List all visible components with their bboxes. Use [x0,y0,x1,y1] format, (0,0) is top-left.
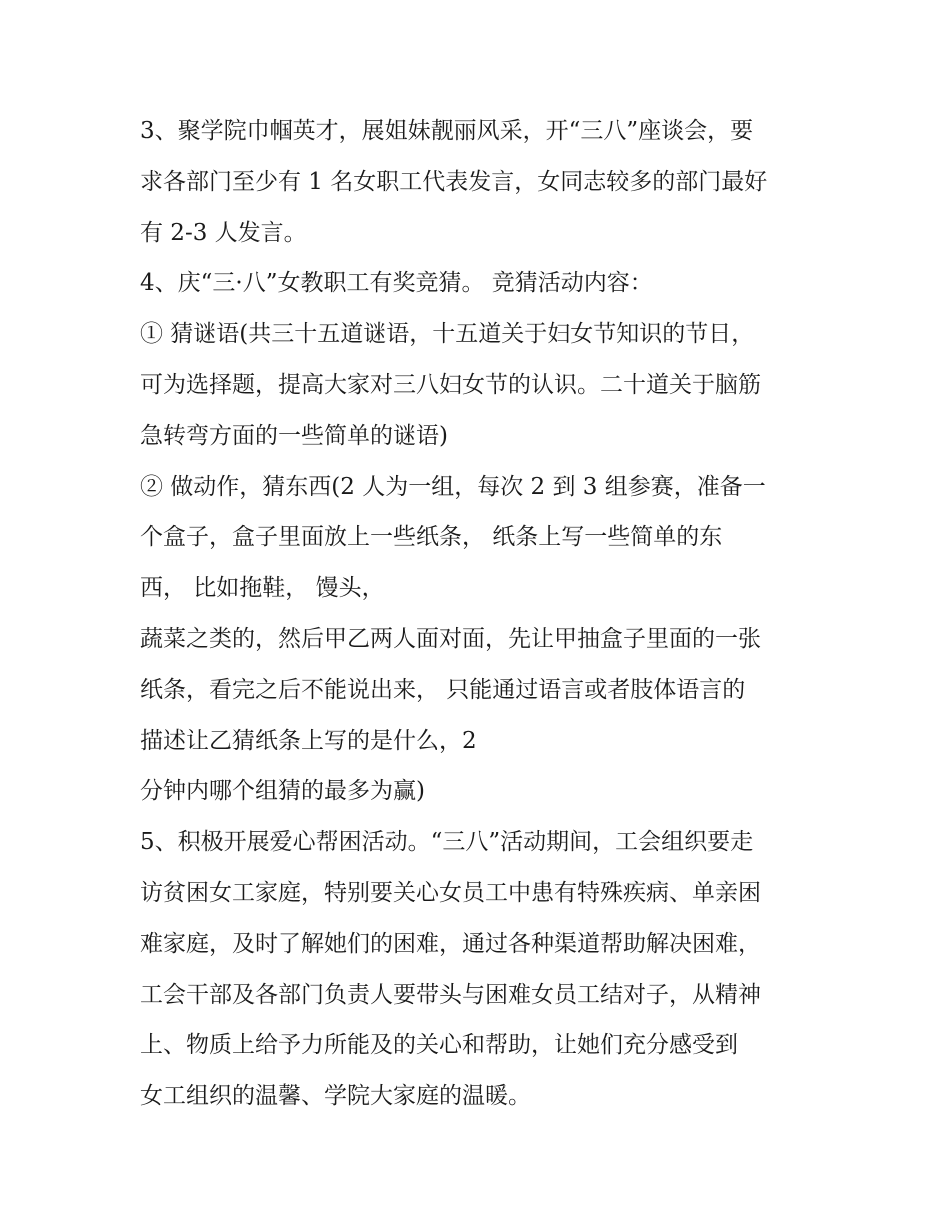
text-line: ② 做动作，猜东西(2 人为一组，每次 2 到 3 组参赛，准备一 [140,473,766,500]
text-line: 访贫困女工家庭，特别要关心女员工中患有特殊疾病、单亲困 [140,879,761,906]
text-line: 工会干部及各部门负责人要带头与困难女员工结对子，从精神 [140,981,761,1008]
document-body [140,106,820,1122]
text-line: 5、积极开展爱心帮困活动。“三八”活动期间，工会组织要走 [140,829,754,856]
text-line: 分钟内哪个组猜的最多为赢) [140,778,425,805]
text-line: 4、庆“三·八”女教职工有奖竞猜。 竞猜活动内容： [140,270,653,297]
text-line: 可为选择题，提高大家对三八妇女节的认识。二十道关于脑筋 [140,371,761,398]
text-line: 3、聚学院巾帼英才，展姐妹靓丽风采，开“三八”座谈会，要 [140,118,754,144]
text-line: 女工组织的温馨、学院大家庭的温暖。 [140,1083,531,1110]
text-line: 描述让乙猜纸条上写的是什么，2 [140,727,477,754]
text-line: 蔬菜之类的，然后甲乙两人面对面，先让甲抽盒子里面的一张 [140,625,761,652]
text-line: 急转弯方面的一些简单的谜语) [140,422,448,449]
text-line: 个盒子，盒子里面放上一些纸条， 纸条上写一些简单的东 [140,524,723,551]
text-line: 纸条，看完之后不能说出来， 只能通过语言或者肢体语言的 [140,676,746,703]
text-line: 有 2-3 人发言。 [140,219,307,246]
text-line: 难家庭，及时了解她们的困难，通过各种渠道帮助解决困难， [140,930,761,957]
text-line: ① 猜谜语(共三十五道谜语，十五道关于妇女节知识的节日， [140,321,755,348]
text-line: 上、物质上给予力所能及的关心和帮助，让她们充分感受到 [140,1032,738,1059]
text-line: 西， 比如拖鞋， 馒头， [140,575,385,602]
text-line: 求各部门至少有 1 名女职工代表发言，女同志较多的部门最好 [140,168,768,195]
